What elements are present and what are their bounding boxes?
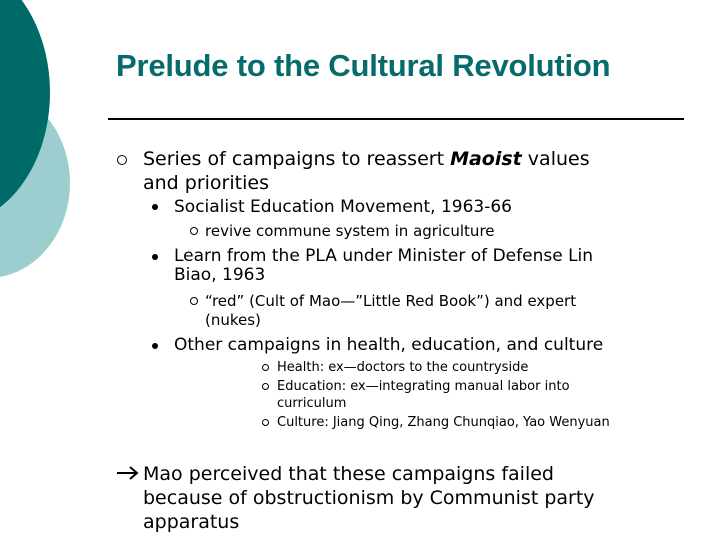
sub-detail-red-expert-line2: (nukes): [205, 311, 261, 329]
main-point-line2: and priorities: [143, 172, 269, 194]
ring-bullet-icon: [190, 297, 198, 305]
sub-point-learn-pla: Learn from the PLA under Minister of Defense Lin: [174, 246, 594, 266]
conclusion-line1: Mao perceived that these campaigns failed: [143, 463, 554, 485]
ring-bullet-icon: [262, 383, 269, 390]
campaign-item-culture: Culture: Jiang Qing, Zhang Chunqiao, Yao Wenyuan: [277, 415, 610, 430]
main-point-text: Series of campaigns to reassert: [143, 148, 451, 170]
dot-bullet-icon: [152, 254, 158, 260]
title-divider: [108, 118, 684, 120]
dot-bullet-icon: [152, 343, 158, 349]
ring-bullet-icon: [262, 364, 269, 371]
main-point-text-end: values: [521, 148, 590, 170]
sub-point-other-campaigns: Other campaigns in health, education, and culture: [174, 335, 604, 355]
ring-bullet-icon: [190, 227, 198, 235]
main-point-emphasis: Maoist: [450, 148, 522, 170]
sub-point-learn-pla-line2: Biao, 1963: [174, 265, 266, 285]
sub-point-socialist-education: Socialist Education Movement, 1963-66: [174, 197, 512, 217]
ring-bullet-icon: [117, 155, 127, 165]
ring-bullet-icon: [262, 419, 269, 426]
conclusion-line2: because of obstructionism by Communist party: [143, 487, 595, 509]
sub-detail-red-expert: “red” (Cult of Mao—”Little Red Book”) and expert: [205, 292, 577, 310]
campaign-item-education: Education: ex—integrating manual labor into: [277, 379, 570, 394]
campaign-item-health: Health: ex—doctors to the countryside: [277, 360, 529, 375]
dot-bullet-icon: [152, 204, 158, 210]
sub-detail-commune: revive commune system in agriculture: [205, 222, 495, 240]
campaign-item-education-line2: curriculum: [277, 396, 347, 411]
slide-title: Prelude to the Cultural Revolution: [116, 48, 611, 83]
conclusion-line3: apparatus: [143, 511, 240, 533]
right-arrow-icon: [116, 466, 140, 480]
main-point: [143, 147, 590, 171]
